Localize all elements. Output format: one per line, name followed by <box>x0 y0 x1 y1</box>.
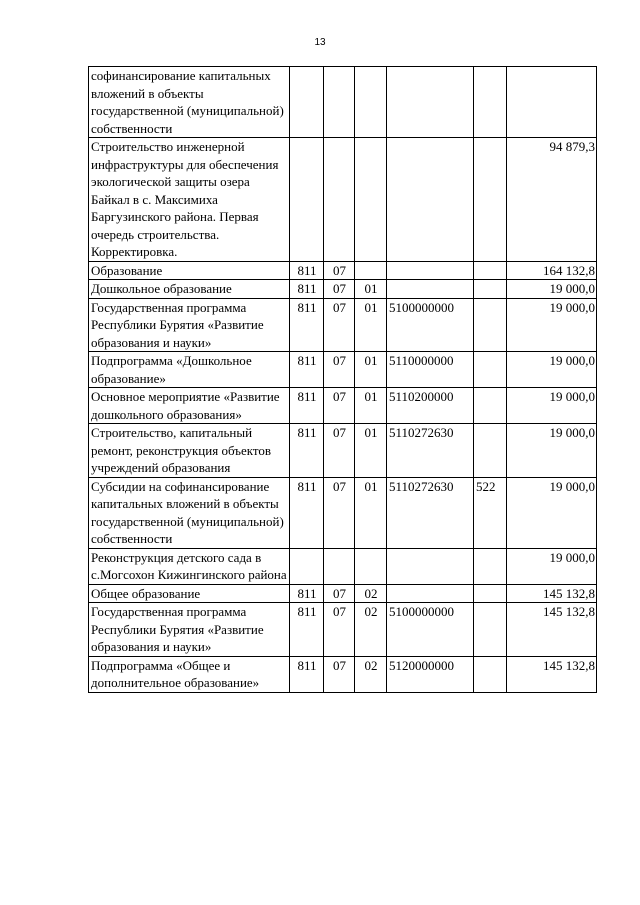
row-gr-cell: 811 <box>290 388 324 424</box>
row-name-cell: Государственная программа Республики Бурятия «Развитие образования и науки» <box>89 298 290 352</box>
row-vr-cell <box>474 280 507 299</box>
row-vr-cell: 522 <box>474 477 507 548</box>
row-pr-cell: 01 <box>355 388 387 424</box>
row-sum-cell: 19 000,0 <box>507 477 597 548</box>
row-pr-cell <box>355 261 387 280</box>
row-gr-cell: 811 <box>290 584 324 603</box>
row-pr-cell: 02 <box>355 656 387 692</box>
table-row <box>89 298 597 352</box>
table-row <box>89 656 597 692</box>
row-pr-cell: 02 <box>355 584 387 603</box>
row-sum-cell: 145 132,8 <box>507 584 597 603</box>
row-gr-cell <box>290 138 324 262</box>
row-name-cell: Строительство, капитальный ремонт, реконструкция объектов учреждений образования <box>89 424 290 478</box>
row-rz-cell: 07 <box>324 261 355 280</box>
row-sum-cell: 94 879,3 <box>507 138 597 262</box>
row-cs-cell: 5100000000 <box>387 603 474 657</box>
table-row <box>89 584 597 603</box>
row-sum-cell: 19 000,0 <box>507 352 597 388</box>
row-name-cell: Подпрограмма «Общее и дополнительное образование» <box>89 656 290 692</box>
row-rz-cell: 07 <box>324 656 355 692</box>
table-row <box>89 477 597 548</box>
row-vr-cell <box>474 67 507 138</box>
row-vr-cell <box>474 548 507 584</box>
row-gr-cell <box>290 67 324 138</box>
row-name-cell: Общее образование <box>89 584 290 603</box>
row-cs-cell: 5120000000 <box>387 656 474 692</box>
row-gr-cell: 811 <box>290 656 324 692</box>
row-rz-cell <box>324 67 355 138</box>
row-cs-cell: 5110272630 <box>387 424 474 478</box>
row-rz-cell: 07 <box>324 352 355 388</box>
row-pr-cell: 01 <box>355 298 387 352</box>
row-rz-cell: 07 <box>324 477 355 548</box>
row-rz-cell: 07 <box>324 584 355 603</box>
table-row <box>89 138 597 262</box>
row-name-cell: софинансирование капитальных вложений в объекты государственной (муниципальной) собственности <box>89 67 290 138</box>
row-pr-cell: 01 <box>355 352 387 388</box>
row-name-cell: Реконструкция детского сада в с.Могсохон Кижингинского района <box>89 548 290 584</box>
row-pr-cell: 01 <box>355 424 387 478</box>
row-gr-cell <box>290 548 324 584</box>
page-number: 13 <box>314 37 326 48</box>
table-row <box>89 261 597 280</box>
budget-table-body <box>89 67 597 693</box>
row-name-cell: Образование <box>89 261 290 280</box>
table-row <box>89 352 597 388</box>
table-row <box>89 67 597 138</box>
row-cs-cell <box>387 67 474 138</box>
row-name-cell: Субсидии на софинансирование капитальных вложений в объекты государственной (муниципальной) собственности <box>89 477 290 548</box>
row-pr-cell <box>355 67 387 138</box>
row-pr-cell <box>355 548 387 584</box>
row-cs-cell <box>387 138 474 262</box>
row-gr-cell: 811 <box>290 298 324 352</box>
row-cs-cell: 5110272630 <box>387 477 474 548</box>
table-row <box>89 280 597 299</box>
row-rz-cell: 07 <box>324 424 355 478</box>
row-cs-cell <box>387 261 474 280</box>
row-rz-cell <box>324 548 355 584</box>
row-rz-cell: 07 <box>324 298 355 352</box>
row-cs-cell <box>387 548 474 584</box>
row-sum-cell: 19 000,0 <box>507 280 597 299</box>
row-pr-cell: 01 <box>355 477 387 548</box>
row-vr-cell <box>474 352 507 388</box>
table-row <box>89 424 597 478</box>
budget-table <box>88 66 597 693</box>
row-cs-cell: 5110000000 <box>387 352 474 388</box>
row-vr-cell <box>474 584 507 603</box>
row-gr-cell: 811 <box>290 424 324 478</box>
row-gr-cell: 811 <box>290 352 324 388</box>
row-name-cell: Строительство инженерной инфраструктуры для обеспечения экологической защиты озера Байкал в с. Максимиха Баргузинского района. Первая очередь строительства. Корректировка. <box>89 138 290 262</box>
row-vr-cell <box>474 424 507 478</box>
row-gr-cell: 811 <box>290 261 324 280</box>
row-vr-cell <box>474 388 507 424</box>
row-cs-cell: 5100000000 <box>387 298 474 352</box>
row-pr-cell <box>355 138 387 262</box>
row-cs-cell <box>387 584 474 603</box>
table-row <box>89 388 597 424</box>
row-cs-cell: 5110200000 <box>387 388 474 424</box>
row-vr-cell <box>474 138 507 262</box>
row-gr-cell: 811 <box>290 477 324 548</box>
row-pr-cell: 02 <box>355 603 387 657</box>
row-sum-cell <box>507 67 597 138</box>
row-sum-cell: 145 132,8 <box>507 656 597 692</box>
row-vr-cell <box>474 298 507 352</box>
row-pr-cell: 01 <box>355 280 387 299</box>
table-row <box>89 548 597 584</box>
row-sum-cell: 19 000,0 <box>507 424 597 478</box>
row-sum-cell: 19 000,0 <box>507 548 597 584</box>
row-name-cell: Государственная программа Республики Бурятия «Развитие образования и науки» <box>89 603 290 657</box>
row-rz-cell: 07 <box>324 603 355 657</box>
row-vr-cell <box>474 603 507 657</box>
table-row <box>89 603 597 657</box>
row-rz-cell <box>324 138 355 262</box>
row-name-cell: Подпрограмма «Дошкольное образование» <box>89 352 290 388</box>
row-gr-cell: 811 <box>290 603 324 657</box>
row-cs-cell <box>387 280 474 299</box>
row-sum-cell: 145 132,8 <box>507 603 597 657</box>
row-gr-cell: 811 <box>290 280 324 299</box>
row-rz-cell: 07 <box>324 388 355 424</box>
row-vr-cell <box>474 656 507 692</box>
row-sum-cell: 19 000,0 <box>507 298 597 352</box>
row-vr-cell <box>474 261 507 280</box>
row-rz-cell: 07 <box>324 280 355 299</box>
row-name-cell: Основное мероприятие «Развитие дошкольного образования» <box>89 388 290 424</box>
row-sum-cell: 164 132,8 <box>507 261 597 280</box>
row-name-cell: Дошкольное образование <box>89 280 290 299</box>
row-sum-cell: 19 000,0 <box>507 388 597 424</box>
